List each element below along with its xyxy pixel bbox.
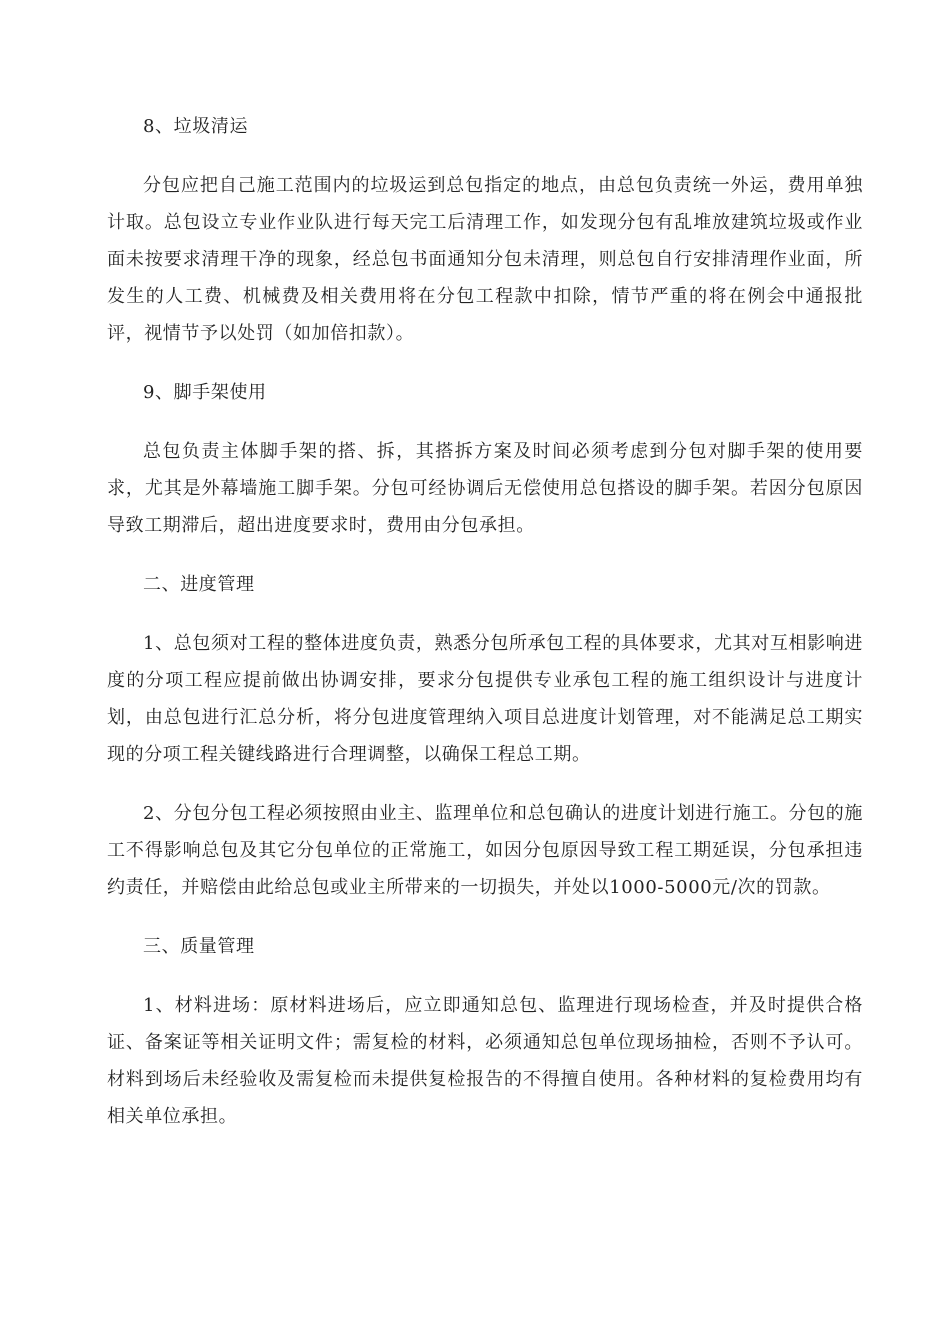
section-heading-schedule: 二、进度管理 <box>143 574 255 595</box>
section-heading-garbage: 8、垃圾清运 <box>143 116 249 137</box>
paragraph-quality-1: 1、材料进场：原材料进场后，应立即通知总包、监理进行现场检查，并及时提供合格证、备案证等相关证明文件；需复检的材料，必须通知总包单位现场抽检，否则不予认可。材料到场后未经验收及需复检而未提供复检报告的不得擅自使用。各种材料的复检费用均有相关单位承担。 <box>107 995 863 1127</box>
paragraph-schedule-2: 2、分包分包工程必须按照由业主、监理单位和总包确认的进度计划进行施工。分包的施工不得影响总包及其它分包单位的正常施工，如因分包原因导致工程工期延误，分包承担违约责任，并赔偿由此给总包或业主所带来的一切损失，并处以1000-5000元/次的罚款。 <box>107 803 863 898</box>
section-heading-quality: 三、质量管理 <box>143 936 255 957</box>
paragraph-schedule-1: 1、总包须对工程的整体进度负责，熟悉分包所承包工程的具体要求，尤其对互相影响进度的分项工程应提前做出协调安排，要求分包提供专业承包工程的施工组织设计与进度计划，由总包进行汇总分析，将分包进度管理纳入项目总进度计划管理，对不能满足总工期实现的分项工程关键线路进行合理调整，以确保工程总工期。 <box>107 633 863 765</box>
section-heading-scaffold: 9、脚手架使用 <box>143 382 267 403</box>
document-body <box>107 108 863 1157</box>
paragraph-garbage: 分包应把自己施工范围内的垃圾运到总包指定的地点，由总包负责统一外运，费用单独计取。总包设立专业作业队进行每天完工后清理工作，如发现分包有乱堆放建筑垃圾或作业面未按要求清理干净的现象，经总包书面通知分包未清理，则总包自行安排清理作业面，所发生的人工费、机械费及相关费用将在分包工程款中扣除，情节严重的将在例会中通报批评，视情节予以处罚（如加倍扣款）。 <box>107 175 863 344</box>
paragraph-scaffold: 总包负责主体脚手架的搭、拆，其搭拆方案及时间必须考虑到分包对脚手架的使用要求，尤其是外幕墙施工脚手架。分包可经协调后无偿使用总包搭设的脚手架。若因分包原因导致工期滞后，超出进度要求时，费用由分包承担。 <box>107 441 863 536</box>
